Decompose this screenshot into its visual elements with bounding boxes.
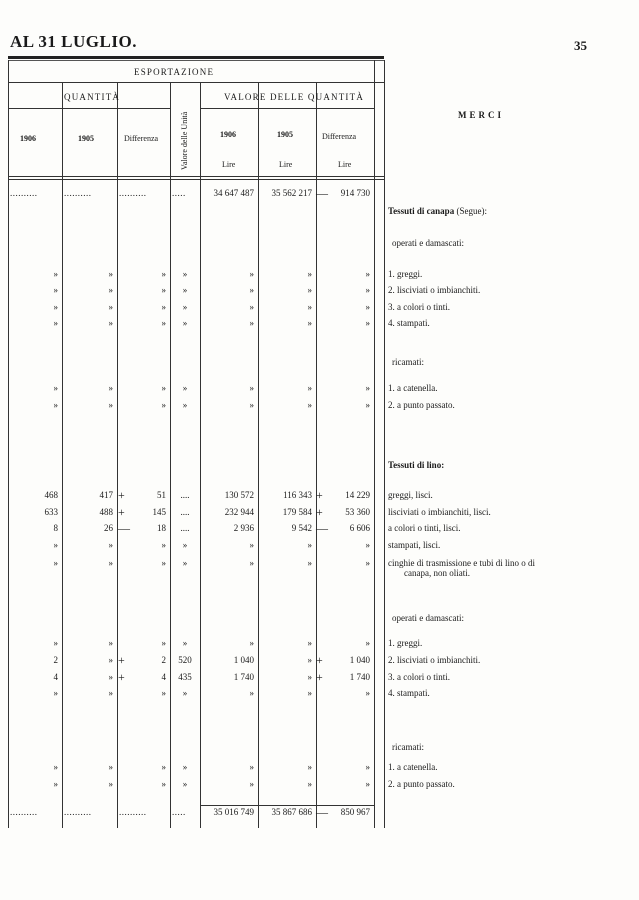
cell-v05: » — [307, 269, 312, 279]
cell-q06: » — [53, 302, 58, 312]
cell-v05: 179 584 — [282, 507, 312, 517]
cell-vd: » — [365, 383, 370, 393]
sign-valore: + — [316, 488, 323, 502]
header-rule-bottom2 — [8, 179, 384, 180]
leader-dots: ..... — [172, 188, 186, 198]
cell-v06: 1 740 — [233, 672, 254, 682]
cell-q05: » — [108, 285, 113, 295]
cell-v05: » — [307, 318, 312, 328]
cell-v05: 35 867 686 — [271, 807, 312, 817]
valore-unita-heading: Valore delle Unità — [180, 111, 189, 170]
cell-qd: 145 — [152, 507, 166, 517]
item-label: 2. a punto passato. — [388, 779, 455, 789]
cell-unit-value: » — [182, 285, 188, 295]
cell-q05: » — [108, 558, 113, 568]
col-qdiff: Differenza — [124, 134, 159, 143]
total-rule — [200, 805, 374, 806]
cell-v06: » — [249, 638, 254, 648]
cell-q06: 2 — [53, 655, 58, 665]
cell-v05: 35 562 217 — [271, 188, 312, 198]
leader-dots: .......... — [119, 807, 147, 817]
cell-unit-value: » — [182, 638, 188, 648]
cell-v06: » — [249, 558, 254, 568]
cell-vd: 53 360 — [345, 507, 370, 517]
sign-valore: + — [316, 670, 323, 684]
cell-vd: » — [365, 638, 370, 648]
cell-v06: » — [249, 400, 254, 410]
cell-v06: » — [249, 540, 254, 550]
cell-q05: » — [108, 540, 113, 550]
column-rule — [258, 82, 259, 828]
cell-v05: » — [307, 779, 312, 789]
cell-vd: 914 730 — [340, 188, 370, 198]
col-v1906: 1906 — [220, 130, 236, 139]
sign-valore: — — [316, 805, 328, 819]
heading-suffix: (Segue): — [454, 206, 487, 216]
cell-qd: » — [161, 400, 166, 410]
item-label: 2. lisciviati o imbianchiti. — [388, 285, 481, 295]
cell-vd: 1 740 — [349, 672, 370, 682]
cell-vd: » — [365, 558, 370, 568]
sign-valore: — — [316, 521, 328, 535]
cell-q05: » — [108, 318, 113, 328]
cell-v05: 9 542 — [291, 523, 312, 533]
leader-dots: .......... — [119, 188, 147, 198]
cell-qd: 2 — [161, 655, 166, 665]
header-rule-thin — [8, 60, 384, 61]
item-label: 1. greggi. — [388, 638, 423, 648]
cell-v06: 232 944 — [224, 507, 254, 517]
sign-quantita: — — [118, 521, 130, 535]
cell-qd: » — [161, 779, 166, 789]
cell-q05: » — [108, 762, 113, 772]
cell-q05: » — [108, 383, 113, 393]
item-label: a colori o tinti, lisci. — [388, 523, 461, 533]
cell-qd: 51 — [157, 490, 166, 500]
cell-v05: » — [307, 383, 312, 393]
item-label: stampati, lisci. — [388, 540, 441, 550]
lire-1906: Lire — [222, 160, 236, 169]
cell-q06: » — [53, 269, 58, 279]
subcategory-heading: operati e damascati: — [392, 613, 464, 623]
cell-q06: 4 — [53, 672, 58, 682]
header-rule-quantita — [8, 108, 170, 109]
cell-q05: 417 — [99, 490, 113, 500]
cell-q05: 26 — [104, 523, 113, 533]
quantita-heading: QUANTITÀ — [64, 92, 121, 102]
header-rule — [8, 56, 384, 59]
cell-v06: » — [249, 285, 254, 295]
col-q1905: 1905 — [78, 134, 94, 143]
cell-qd: 18 — [157, 523, 166, 533]
valore-quantita-heading: VALORE DELLE QUANTITÀ — [224, 92, 365, 102]
sign-quantita: + — [118, 488, 125, 502]
item-label: 3. a colori o tinti. — [388, 302, 450, 312]
item-label: 2. lisciviati o imbianchiti. — [388, 655, 481, 665]
page-number: 35 — [574, 38, 587, 53]
cell-v05: 116 343 — [283, 490, 312, 500]
cell-qd: 4 — [161, 672, 166, 682]
cell-v05: » — [307, 688, 312, 698]
cell-unit-value: » — [182, 762, 188, 772]
cell-q05: » — [108, 779, 113, 789]
cell-q06: » — [53, 558, 58, 568]
sign-valore: + — [316, 505, 323, 519]
cell-qd: » — [161, 269, 166, 279]
item-label: 4. stampati. — [388, 688, 430, 698]
cell-q06: » — [53, 285, 58, 295]
cell-v05: » — [307, 285, 312, 295]
cell-q05: » — [108, 672, 113, 682]
item-label: 1. a catenella. — [388, 762, 438, 772]
cell-v06: » — [249, 318, 254, 328]
cell-v05: » — [307, 762, 312, 772]
column-rule — [170, 82, 171, 828]
cell-unit-value: » — [182, 318, 188, 328]
cell-q05: » — [108, 302, 113, 312]
cell-v05: » — [307, 655, 312, 665]
cell-v05: » — [307, 672, 312, 682]
cell-v06: 35 016 749 — [213, 807, 254, 817]
section-heading: ESPORTAZIONE — [134, 67, 215, 77]
cell-vd: » — [365, 318, 370, 328]
cell-q06: » — [53, 318, 58, 328]
sign-valore: — — [316, 186, 328, 200]
merci-rule — [384, 60, 385, 828]
sign-valore: + — [316, 653, 323, 667]
cell-v06: » — [249, 383, 254, 393]
cell-qd: » — [161, 688, 166, 698]
cell-vd: 1 040 — [349, 655, 370, 665]
subcategory-heading: operati e damascati: — [392, 238, 464, 248]
cell-unit-value: » — [182, 400, 188, 410]
cell-q05: » — [108, 688, 113, 698]
cell-q05: » — [108, 269, 113, 279]
cell-v06: 34 647 487 — [213, 188, 254, 198]
cell-v06: » — [249, 779, 254, 789]
cell-unit-value: 435 — [178, 672, 192, 682]
cell-vd: » — [365, 302, 370, 312]
column-rule — [117, 82, 118, 828]
leader-dots: .......... — [64, 807, 92, 817]
cell-v06: 1 040 — [233, 655, 254, 665]
leader-dots: .......... — [10, 807, 38, 817]
header-rule-bottom — [8, 176, 384, 177]
leader-dots: .......... — [10, 188, 38, 198]
cell-q06: » — [53, 383, 58, 393]
cell-vd: 850 967 — [340, 807, 370, 817]
cell-q05: » — [108, 638, 113, 648]
column-rule — [200, 82, 201, 828]
cell-unit-value: » — [182, 540, 188, 550]
cell-unit-value: .... — [180, 490, 190, 500]
item-label: cinghie di trasmissione e tubi di lino o di — [388, 558, 535, 568]
item-label: 1. greggi. — [388, 269, 423, 279]
item-label: 3. a colori o tinti. — [388, 672, 450, 682]
item-label: 1. a catenella. — [388, 383, 438, 393]
cell-vd: » — [365, 688, 370, 698]
cell-v05: » — [307, 400, 312, 410]
cell-v05: » — [307, 540, 312, 550]
cell-q05: » — [108, 400, 113, 410]
cell-v06: 2 936 — [233, 523, 254, 533]
item-label: 4. stampati. — [388, 318, 430, 328]
cell-q05: 488 — [99, 507, 113, 517]
cell-v05: » — [307, 638, 312, 648]
cell-v06: » — [249, 762, 254, 772]
cell-qd: » — [161, 302, 166, 312]
cell-v06: » — [249, 688, 254, 698]
cell-unit-value: » — [182, 269, 188, 279]
cell-q06: » — [53, 688, 58, 698]
subcategory-heading: ricamati: — [392, 742, 424, 752]
cell-vd: » — [365, 779, 370, 789]
cell-q06: 8 — [53, 523, 58, 533]
cell-qd: » — [161, 762, 166, 772]
category-heading: Tessuti di canapa (Segue): — [388, 206, 487, 216]
cell-q06: » — [53, 540, 58, 550]
lire-diff: Lire — [338, 160, 352, 169]
col-q1906: 1906 — [20, 134, 36, 143]
cell-q06: 633 — [44, 507, 58, 517]
cell-vd: » — [365, 762, 370, 772]
cell-qd: » — [161, 540, 166, 550]
cell-unit-value: » — [182, 558, 188, 568]
merci-heading: MERCI — [458, 110, 504, 120]
cell-unit-value: » — [182, 302, 188, 312]
page-title: AL 31 LUGLIO. — [10, 32, 137, 51]
cell-q06: » — [53, 400, 58, 410]
cell-unit-value: » — [182, 383, 188, 393]
leader-dots: .......... — [64, 188, 92, 198]
cell-q06: » — [53, 638, 58, 648]
cell-v06: » — [249, 269, 254, 279]
cell-vd: 6 606 — [349, 523, 370, 533]
cell-vd: » — [365, 400, 370, 410]
sign-quantita: + — [118, 505, 125, 519]
cell-v05: » — [307, 302, 312, 312]
cell-vd: 14 229 — [345, 490, 370, 500]
cell-qd: » — [161, 383, 166, 393]
cell-vd: » — [365, 540, 370, 550]
item-label-continued: canapa, non oliati. — [404, 568, 470, 578]
cell-qd: » — [161, 638, 166, 648]
item-label: lisciviati o imbianchiti, lisci. — [388, 507, 491, 517]
header-rule-section — [8, 82, 384, 83]
cell-q06: 468 — [44, 490, 58, 500]
cell-v05: » — [307, 558, 312, 568]
cell-v06: » — [249, 302, 254, 312]
sign-quantita: + — [118, 670, 125, 684]
cell-vd: » — [365, 269, 370, 279]
col-v1905: 1905 — [277, 130, 293, 139]
col-vdiff: Differenza — [322, 132, 357, 141]
category-heading: Tessuti di lino: — [388, 460, 445, 470]
header-rule-valore — [200, 108, 374, 109]
item-label: greggi, lisci. — [388, 490, 433, 500]
cell-qd: » — [161, 558, 166, 568]
cell-qd: » — [161, 318, 166, 328]
cell-unit-value: » — [182, 688, 188, 698]
cell-vd: » — [365, 285, 370, 295]
cell-q06: » — [53, 779, 58, 789]
cell-unit-value: .... — [180, 523, 190, 533]
cell-q06: » — [53, 762, 58, 772]
lire-1905: Lire — [279, 160, 293, 169]
sign-quantita: + — [118, 653, 125, 667]
column-rule — [62, 82, 63, 828]
item-label: 2. a punto passato. — [388, 400, 455, 410]
cell-q05: » — [108, 655, 113, 665]
cell-qd: » — [161, 285, 166, 295]
cell-unit-value: .... — [180, 507, 190, 517]
cell-v06: 130 572 — [224, 490, 254, 500]
cell-unit-value: 520 — [178, 655, 192, 665]
leader-dots: ..... — [172, 807, 186, 817]
subcategory-heading: ricamati: — [392, 357, 424, 367]
cell-unit-value: » — [182, 779, 188, 789]
